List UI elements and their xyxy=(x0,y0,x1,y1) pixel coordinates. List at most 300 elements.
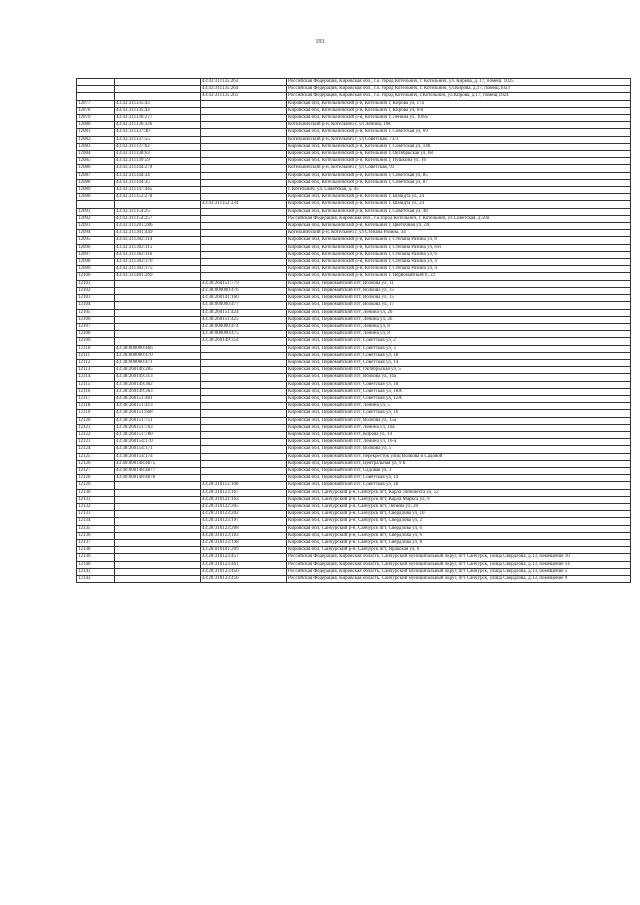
table-row xyxy=(77,496,631,503)
object-cadastral-number-cell: 43:28:310123:456 xyxy=(201,576,287,583)
land-cadastral-number-cell: 43:43:311301:449 xyxy=(115,230,201,237)
land-cadastral-number-cell xyxy=(115,496,201,503)
table-row xyxy=(77,86,631,93)
object-cadastral-number-cell: 43:28:310122:205 xyxy=(201,503,287,510)
object-cadastral-number-cell: 43:38:260151:779 xyxy=(201,280,287,287)
address-cell: Кировская обл, Котельничский р-н, Котельнич г, Пушкина ул, 16 xyxy=(287,158,631,165)
row-number-cell: 12102 xyxy=(77,287,115,294)
land-cadastral-number-cell: 43:43:311302:115 xyxy=(115,244,201,251)
row-number-cell: 12124 xyxy=(77,446,115,453)
address-cell: Кировская обл, Первомайский пгт, Ленина ул, 8 xyxy=(287,331,631,338)
address-cell: Кировская обл, Котельничский р-н, Котельнич г, Советская ул, 69 xyxy=(287,129,631,136)
land-cadastral-number-cell: 43:43:311147:445 xyxy=(115,187,201,194)
row-number-cell: 12118 xyxy=(77,403,115,410)
table-row xyxy=(77,554,631,561)
row-number-cell: 12087 xyxy=(77,172,115,179)
address-cell: Кировская обл, Первомайский пгт, Ленина ул, 26 xyxy=(287,309,631,316)
address-cell: Российская Федерация, Кировская область, Санчурский муниципальный округ, пгт Санчурск, улица Свердлова, д.13, помещение 14 xyxy=(287,561,631,568)
row-number-cell: 12122 xyxy=(77,431,115,438)
row-number-cell: 12137 xyxy=(77,540,115,547)
address-cell: Кировская обл, Первомайский пгт, Советская ул, 14 xyxy=(287,475,631,482)
address-cell: Кировская обл, Санчурский р-н, Санчурск пгт, Свердлова ул, 10 xyxy=(287,511,631,518)
land-cadastral-number-cell: 43:38:260146:285 xyxy=(115,367,201,374)
address-cell: Кировская обл, Санчурский р-н, Санчурск пгт, Карла Либкнехта ул, 52 xyxy=(287,489,631,496)
table-row xyxy=(77,511,631,518)
object-cadastral-number-cell xyxy=(201,208,287,215)
row-number-cell: 12090 xyxy=(77,194,115,201)
row-number-cell xyxy=(77,79,115,86)
row-number-cell: 12138 xyxy=(77,547,115,554)
row-number-cell: 12092 xyxy=(77,215,115,222)
row-number-cell: 12095 xyxy=(77,237,115,244)
land-cadastral-number-cell: 43:43:311144:279 xyxy=(115,165,201,172)
table-row xyxy=(77,359,631,366)
object-cadastral-number-cell xyxy=(201,172,287,179)
table-row xyxy=(77,540,631,547)
address-cell: Российская Федерация, Кировская область, Санчурский муниципальный округ, пгт Санчурск, улица Свердлова, д.13, помещение 10 xyxy=(287,554,631,561)
land-cadastral-number-cell: 43:38:260151:751 xyxy=(115,417,201,424)
row-number-cell: 12121 xyxy=(77,424,115,431)
address-cell: Кировская обл, Первомайский пгт, Волкова ул, 15 xyxy=(287,295,631,302)
address-cell: Кировская обл, Первомайский пгт, Ленина ул, 5 xyxy=(287,403,631,410)
address-cell: Кировская обл, Котельничский р-н, Котельнич г, Степана Разина ул, 4 xyxy=(287,259,631,266)
table-row xyxy=(77,266,631,273)
land-cadastral-number-cell: 43:43:311136:277 xyxy=(115,115,201,122)
row-number-cell: 12094 xyxy=(77,230,115,237)
address-cell: Кировская обл, Котельничский р-н, Котельнич г, Степана Разина ул, 4 xyxy=(287,266,631,273)
address-cell: Российская Федерация, Кировская область, Санчурский муниципальный округ, пгт Санчурск, улица Свердлова, д.13, помещение 9 xyxy=(287,576,631,583)
object-cadastral-number-cell xyxy=(201,467,287,474)
row-number-cell: 12109 xyxy=(77,338,115,345)
land-cadastral-number-cell: 43:38:260151:401 xyxy=(115,395,201,402)
address-cell: Котельничский р-н, Котельнич г, ул Степана Разина, 34 xyxy=(287,230,631,237)
address-cell: Кировская обл, Санчурский р-н, Санчурск пгт, Ярanская ул, 6 xyxy=(287,547,631,554)
registry-table-body xyxy=(77,79,631,583)
land-cadastral-number-cell: 43:43:311401:269 xyxy=(115,273,201,280)
land-cadastral-number-cell: 43:43:311136:326 xyxy=(115,122,201,129)
land-cadastral-number-cell xyxy=(115,554,201,561)
object-cadastral-number-cell xyxy=(201,158,287,165)
object-cadastral-number-cell xyxy=(201,136,287,143)
table-row xyxy=(77,244,631,251)
address-cell: Кировская обл, Котельничский р-н, Котельнич г, Шмидта ул, 24 xyxy=(287,201,631,208)
object-cadastral-number-cell: 43:28:310123:198 xyxy=(201,540,287,547)
row-number-cell: 12093 xyxy=(77,223,115,230)
row-number-cell: 12133 xyxy=(77,511,115,518)
row-number-cell: 12099 xyxy=(77,266,115,273)
table-row xyxy=(77,251,631,258)
address-cell: Кировская обл, Котельничский р-н, Котельнич г, Степана Разина ул, 6/н xyxy=(287,244,631,251)
table-row xyxy=(77,151,631,158)
land-cadastral-number-cell: 43:43:311152:278 xyxy=(115,194,201,201)
land-cadastral-number-cell: 43:40:000148:4877 xyxy=(115,467,201,474)
address-cell: Кировская обл, Первомайский пгт, Советская ул, 12А xyxy=(287,395,631,402)
row-number-cell: 12077 xyxy=(77,100,115,107)
land-cadastral-number-cell: 43:40:000148:4875 xyxy=(115,460,201,467)
table-row xyxy=(77,100,631,107)
row-number-cell: 12134 xyxy=(77,518,115,525)
land-cadastral-number-cell xyxy=(115,201,201,208)
object-cadastral-number-cell: 43:43:311135:263 xyxy=(201,79,287,86)
row-number-cell: 12106 xyxy=(77,316,115,323)
object-cadastral-number-cell xyxy=(201,417,287,424)
row-number-cell xyxy=(77,93,115,100)
row-number-cell: 12129 xyxy=(77,482,115,489)
address-cell: Кировская обл, Котельничский р-н, Котельнич г, Октябрьская ул, 68 xyxy=(287,151,631,158)
land-cadastral-number-cell xyxy=(115,547,201,554)
land-cadastral-number-cell xyxy=(115,532,201,539)
land-cadastral-number-cell: 43:43:311201:286 xyxy=(115,223,201,230)
row-number-cell: 12085 xyxy=(77,158,115,165)
object-cadastral-number-cell: 43:38:000000:477 xyxy=(201,302,287,309)
address-cell: Кировская обл, Первомайский пгт, Советская ул, 18 xyxy=(287,482,631,489)
object-cadastral-number-cell xyxy=(201,352,287,359)
object-cadastral-number-cell xyxy=(201,237,287,244)
address-cell: Кировская обл, Котельничский р-н, Котельнич г, Кирова ул, 17а xyxy=(287,100,631,107)
table-row xyxy=(77,532,631,539)
land-cadastral-number-cell: 43:43:311154:257 xyxy=(115,215,201,222)
table-row xyxy=(77,460,631,467)
object-cadastral-number-cell xyxy=(201,367,287,374)
row-number-cell: 12083 xyxy=(77,143,115,150)
land-cadastral-number-cell xyxy=(115,280,201,287)
address-cell: Кировская обл, Санчурский р-н, Санчурск пгт, Карла Маркса ул, 9 xyxy=(287,496,631,503)
table-row xyxy=(77,338,631,345)
table-row xyxy=(77,143,631,150)
row-number-cell: 12115 xyxy=(77,381,115,388)
row-number-cell: 12105 xyxy=(77,309,115,316)
object-cadastral-number-cell: 43:28:310123:461 xyxy=(201,561,287,568)
land-cadastral-number-cell: 43:38:260154:174 xyxy=(115,453,201,460)
land-cadastral-number-cell xyxy=(115,561,201,568)
object-cadastral-number-cell xyxy=(201,424,287,431)
land-cadastral-number-cell xyxy=(115,331,201,338)
object-cadastral-number-cell: 43:28:010101:209 xyxy=(201,547,287,554)
object-cadastral-number-cell xyxy=(201,395,287,402)
land-cadastral-number-cell xyxy=(115,489,201,496)
address-cell: Кировская обл, Первомайский пгт, Волкова ул, 16а xyxy=(287,374,631,381)
table-row xyxy=(77,259,631,266)
row-number-cell: 12127 xyxy=(77,467,115,474)
row-number-cell: 12088 xyxy=(77,179,115,186)
object-cadastral-number-cell: 43:43:311135:264 xyxy=(201,86,287,93)
address-cell: Российская Федерация, Кировская область, Санчурский муниципальный округ, пгт Санчурск, улица Свердлова, д.13, помещение 5 xyxy=(287,568,631,575)
row-number-cell: 12081 xyxy=(77,129,115,136)
table-row xyxy=(77,223,631,230)
object-cadastral-number-cell xyxy=(201,151,287,158)
land-cadastral-number-cell: 43:38:000000:466 xyxy=(115,345,201,352)
address-cell: Кировская обл, Первомайский пгт, Советская ул, 18 xyxy=(287,381,631,388)
row-number-cell: 12131 xyxy=(77,496,115,503)
address-cell: Кировская обл, Котельничский р-н, Котельнич г, Кирова ул, 6/н xyxy=(287,107,631,114)
table-row xyxy=(77,388,631,395)
address-cell: Кировская обл, Санчурский р-н, Санчурск пгт, Ленина ул, 28 xyxy=(287,503,631,510)
land-cadastral-number-cell xyxy=(115,568,201,575)
land-cadastral-number-cell: 43:38:000000:470 xyxy=(115,352,201,359)
address-cell: Российская Федерация, Кировская обл., г.о. город Котельнич, г. Котельнич, ул. Кирова, д. 17, помещ. 1025 xyxy=(287,79,631,86)
land-cadastral-number-cell: 43:43:311154:25 xyxy=(115,208,201,215)
table-row xyxy=(77,295,631,302)
table-row xyxy=(77,107,631,114)
object-cadastral-number-cell: 43:38:260149:354 xyxy=(201,338,287,345)
table-row xyxy=(77,187,631,194)
object-cadastral-number-cell xyxy=(201,143,287,150)
object-cadastral-number-cell: 43:28:310123:167 xyxy=(201,489,287,496)
object-cadastral-number-cell: 43:28:310123:202 xyxy=(201,511,287,518)
object-cadastral-number-cell: 43:43:311152:334 xyxy=(201,201,287,208)
object-cadastral-number-cell xyxy=(201,165,287,172)
table-row xyxy=(77,309,631,316)
address-cell: Котельничский р-н, Котельнич г, ул Ленина, 10в xyxy=(287,122,631,129)
address-cell: Кировская обл, Первомайский пгт, Волкова ул, 11 xyxy=(287,280,631,287)
table-row xyxy=(77,237,631,244)
table-row xyxy=(77,273,631,280)
table-row xyxy=(77,367,631,374)
address-cell: Кировская обл, Котельничский р-н, Котельнич г, Степана Разина ул, 6 xyxy=(287,251,631,258)
object-cadastral-number-cell xyxy=(201,259,287,266)
table-row xyxy=(77,410,631,417)
land-cadastral-number-cell xyxy=(115,525,201,532)
object-cadastral-number-cell xyxy=(201,410,287,417)
land-cadastral-number-cell: 43:38:260151:668 xyxy=(115,410,201,417)
address-cell: Кировская обл, Первомайский пгт, Ленина ул, 16-а xyxy=(287,439,631,446)
row-number-cell: 12101 xyxy=(77,280,115,287)
row-number-cell: 12103 xyxy=(77,295,115,302)
object-cadastral-number-cell: 43:28:310123:183 xyxy=(201,532,287,539)
object-cadastral-number-cell xyxy=(201,439,287,446)
row-number-cell: 12112 xyxy=(77,359,115,366)
land-cadastral-number-cell xyxy=(115,316,201,323)
address-cell: Кировская обл, Первомайский пгт, Ленина ул, 8 xyxy=(287,323,631,330)
row-number-cell: 12120 xyxy=(77,417,115,424)
row-number-cell: 12113 xyxy=(77,367,115,374)
table-row xyxy=(77,129,631,136)
address-cell: Кировская обл, Котельничский р-н, Котельнич г, Ленина ул, 10/85 xyxy=(287,115,631,122)
table-row xyxy=(77,179,631,186)
table-row xyxy=(77,230,631,237)
row-number-cell: 12142 xyxy=(77,576,115,583)
land-cadastral-number-cell: 43:38:000000:471 xyxy=(115,359,201,366)
row-number-cell: 12084 xyxy=(77,151,115,158)
land-cadastral-number-cell xyxy=(115,338,201,345)
row-number-cell: 12078 xyxy=(77,107,115,114)
land-cadastral-number-cell: 43:43:311302:116 xyxy=(115,251,201,258)
address-cell: Российская Федерация, Кировская обл., г.о.город Котельнич, г. Котельнич, ул.Советская, д.50а xyxy=(287,215,631,222)
land-cadastral-number-cell: 43:38:260149:363 xyxy=(115,388,201,395)
address-cell: Кировская обл, Первомайский пгт, Кирова ул, 14 xyxy=(287,431,631,438)
row-number-cell: 12141 xyxy=(77,568,115,575)
object-cadastral-number-cell: 43:43:311135:265 xyxy=(201,93,287,100)
object-cadastral-number-cell xyxy=(201,244,287,251)
land-cadastral-number-cell xyxy=(115,482,201,489)
land-cadastral-number-cell xyxy=(115,576,201,583)
land-cadastral-number-cell xyxy=(115,518,201,525)
address-cell: Кировская обл, Санчурский р-н, Санчурск пгт, Свердлова ул, 8 xyxy=(287,540,631,547)
row-number-cell: 12098 xyxy=(77,259,115,266)
row-number-cell: 12116 xyxy=(77,388,115,395)
table-row xyxy=(77,525,631,532)
object-cadastral-number-cell: 43:38:260141:160 xyxy=(201,295,287,302)
table-row xyxy=(77,208,631,215)
land-cadastral-number-cell xyxy=(115,86,201,93)
row-number-cell: 12086 xyxy=(77,165,115,172)
object-cadastral-number-cell xyxy=(201,179,287,186)
address-cell: Кировская обл, Первомайский пгт, Центральная ул, 9 в xyxy=(287,460,631,467)
land-cadastral-number-cell: 43:38:260151:763 xyxy=(115,424,201,431)
address-cell: Кировская обл, Первомайский пгт, Волкова ул, 15 xyxy=(287,287,631,294)
address-cell: Кировская обл, Первомайский пгт, Волкова ул, 17 xyxy=(287,302,631,309)
object-cadastral-number-cell xyxy=(201,374,287,381)
address-cell: Кировская обл, Первомайский пгт, Ленина ул, 10а xyxy=(287,424,631,431)
table-row xyxy=(77,287,631,294)
table-row xyxy=(77,467,631,474)
land-cadastral-number-cell xyxy=(115,511,201,518)
table-row xyxy=(77,503,631,510)
row-number-cell: 12079 xyxy=(77,115,115,122)
row-number-cell: 12080 xyxy=(77,122,115,129)
table-row xyxy=(77,561,631,568)
row-number-cell: 12125 xyxy=(77,453,115,460)
object-cadastral-number-cell: 43:28:310123:457 xyxy=(201,554,287,561)
address-cell: Кировская обл, Первомайский пгт, Ленина ул, 26 xyxy=(287,316,631,323)
address-cell: Кировская обл, Санчурский р-н, Санчурск пгт, Свердлова ул, 2 xyxy=(287,518,631,525)
page-number: 193 xyxy=(315,39,325,45)
object-cadastral-number-cell xyxy=(201,187,287,194)
table-row xyxy=(77,165,631,172)
address-cell: Кировская обл, Первомайский пгт, перекресток улиц Волкова и Садовой xyxy=(287,453,631,460)
address-cell: Кировская обл, Котельничский р-н, Котельнич г, Советская ул, 148 xyxy=(287,143,631,150)
table-row xyxy=(77,431,631,438)
table-row xyxy=(77,158,631,165)
object-cadastral-number-cell xyxy=(201,388,287,395)
address-cell: Кировская обл, Первомайский пгт, Советская ул, 16 xyxy=(287,410,631,417)
table-row xyxy=(77,374,631,381)
address-cell: Кировская обл, Санчурский р-н, Санчурск пгт, Свердлова ул, 6 xyxy=(287,532,631,539)
land-cadastral-number-cell xyxy=(115,287,201,294)
table-row xyxy=(77,316,631,323)
table-row xyxy=(77,547,631,554)
address-cell: Кировская обл, Котельничский р-н, Котельнич г, Цветочная ул, 2А xyxy=(287,223,631,230)
address-cell: Российская Федерация, Кировская обл., г.о. город Котельнич, г. Котельнич, ул.Кирова, д.17, помещ.1023 xyxy=(287,86,631,93)
address-cell: Котельничский р-н, Котельнич г, ул Советская, 73/3 xyxy=(287,136,631,143)
land-cadastral-number-cell xyxy=(115,93,201,100)
table-row xyxy=(77,568,631,575)
table-row xyxy=(77,439,631,446)
land-cadastral-number-cell: 43:40:000148:4878 xyxy=(115,475,201,482)
row-number-cell: 12132 xyxy=(77,503,115,510)
land-cadastral-number-cell: 43:43:311137:62 xyxy=(115,143,201,150)
row-number-cell: 12096 xyxy=(77,244,115,251)
row-number-cell: 12128 xyxy=(77,475,115,482)
object-cadastral-number-cell xyxy=(201,100,287,107)
object-cadastral-number-cell xyxy=(201,460,287,467)
address-cell: Кировская обл, Первомайский пгт, Советская ул, 18А xyxy=(287,388,631,395)
object-cadastral-number-cell xyxy=(201,431,287,438)
table-row xyxy=(77,395,631,402)
table-row xyxy=(77,331,631,338)
table-row xyxy=(77,79,631,86)
land-cadastral-number-cell: 43:38:260151:413 xyxy=(115,403,201,410)
table-row xyxy=(77,352,631,359)
object-cadastral-number-cell xyxy=(201,403,287,410)
land-cadastral-number-cell: 43:43:311144:35 xyxy=(115,179,201,186)
row-number-cell xyxy=(77,86,115,93)
land-cadastral-number-cell xyxy=(115,323,201,330)
object-cadastral-number-cell: 43:38:260151:425 xyxy=(201,316,287,323)
address-cell: Кировская обл, Котельничский р-н, Котельнич г, Первомайский п, 22 xyxy=(287,273,631,280)
table-row xyxy=(77,215,631,222)
table-row xyxy=(77,323,631,330)
land-cadastral-number-cell: 43:38:260154:171 xyxy=(115,446,201,453)
object-cadastral-number-cell xyxy=(201,215,287,222)
address-cell: Кировская обл, Первомайский пгт, Советская ул, 2 xyxy=(287,338,631,345)
table-row xyxy=(77,280,631,287)
table-row xyxy=(77,475,631,482)
row-number-cell: 12114 xyxy=(77,374,115,381)
object-cadastral-number-cell xyxy=(201,446,287,453)
address-cell: Кировская обл, Котельничский р-н, Котельнич г, Советская ул, 48 xyxy=(287,208,631,215)
row-number-cell: 12082 xyxy=(77,136,115,143)
address-cell: Кировская обл, Котельничский р-н, Котельнич г, Советская ул, 87 xyxy=(287,179,631,186)
object-cadastral-number-cell xyxy=(201,122,287,129)
object-cadastral-number-cell xyxy=(201,115,287,122)
row-number-cell: 12136 xyxy=(77,532,115,539)
row-number-cell: 12123 xyxy=(77,439,115,446)
row-number-cell: 12108 xyxy=(77,331,115,338)
row-number-cell: 12140 xyxy=(77,561,115,568)
object-cadastral-number-cell xyxy=(201,381,287,388)
row-number-cell xyxy=(77,201,115,208)
land-cadastral-number-cell: 43:43:311139:59 xyxy=(115,158,201,165)
object-cadastral-number-cell xyxy=(201,230,287,237)
land-cadastral-number-cell: 43:43:311135:43 xyxy=(115,100,201,107)
row-number-cell: 12100 xyxy=(77,273,115,280)
table-row xyxy=(77,482,631,489)
table-row xyxy=(77,122,631,129)
table-row xyxy=(77,136,631,143)
object-cadastral-number-cell: 43:28:310121:163 xyxy=(201,496,287,503)
address-cell: Кировская обл, Первомайский пгт, Садовая ул, 3 xyxy=(287,467,631,474)
table-row xyxy=(77,403,631,410)
table-row xyxy=(77,576,631,583)
object-cadastral-number-cell xyxy=(201,223,287,230)
object-cadastral-number-cell: 43:38:260151:424 xyxy=(201,309,287,316)
object-cadastral-number-cell xyxy=(201,453,287,460)
table-row xyxy=(77,381,631,388)
object-cadastral-number-cell xyxy=(201,266,287,273)
address-cell: Кировская обл, Первомайский пгт, Советская ул, 18 xyxy=(287,352,631,359)
land-cadastral-number-cell xyxy=(115,302,201,309)
row-number-cell: 12126 xyxy=(77,460,115,467)
address-cell: Кировская обл, Котельничский р-н, Котельнич г, Степана Разина ул, 8 xyxy=(287,237,631,244)
land-cadastral-number-cell: 43:38:260149:362 xyxy=(115,381,201,388)
object-cadastral-number-cell: 43:38:000000:474 xyxy=(201,323,287,330)
object-cadastral-number-cell xyxy=(201,107,287,114)
address-cell: Кировская обл, Первомайский пгт, Волкова ул, 15а xyxy=(287,417,631,424)
table-row xyxy=(77,302,631,309)
table-row xyxy=(77,172,631,179)
address-cell: Кировская обл, Первомайский пгт, Советская ул, 14 xyxy=(287,359,631,366)
land-cadastral-number-cell: 43:38:260151:780 xyxy=(115,431,201,438)
address-cell: Кировская обл, Первомайский пгт, Волкова ул, 5 xyxy=(287,446,631,453)
property-registry-table xyxy=(76,78,631,583)
table-row xyxy=(77,489,631,496)
land-cadastral-number-cell: 43:43:311138:63 xyxy=(115,151,201,158)
address-cell: Котельничский р-н, Котельнич г, ул Советская, 93 xyxy=(287,165,631,172)
address-cell: Кировская обл, Первомайский пгт, Советская ул, 3 xyxy=(287,345,631,352)
address-cell: Кировская обл, Санчурский р-н, Санчурск пгт, Свердлова ул, 6 xyxy=(287,525,631,532)
table-row xyxy=(77,345,631,352)
